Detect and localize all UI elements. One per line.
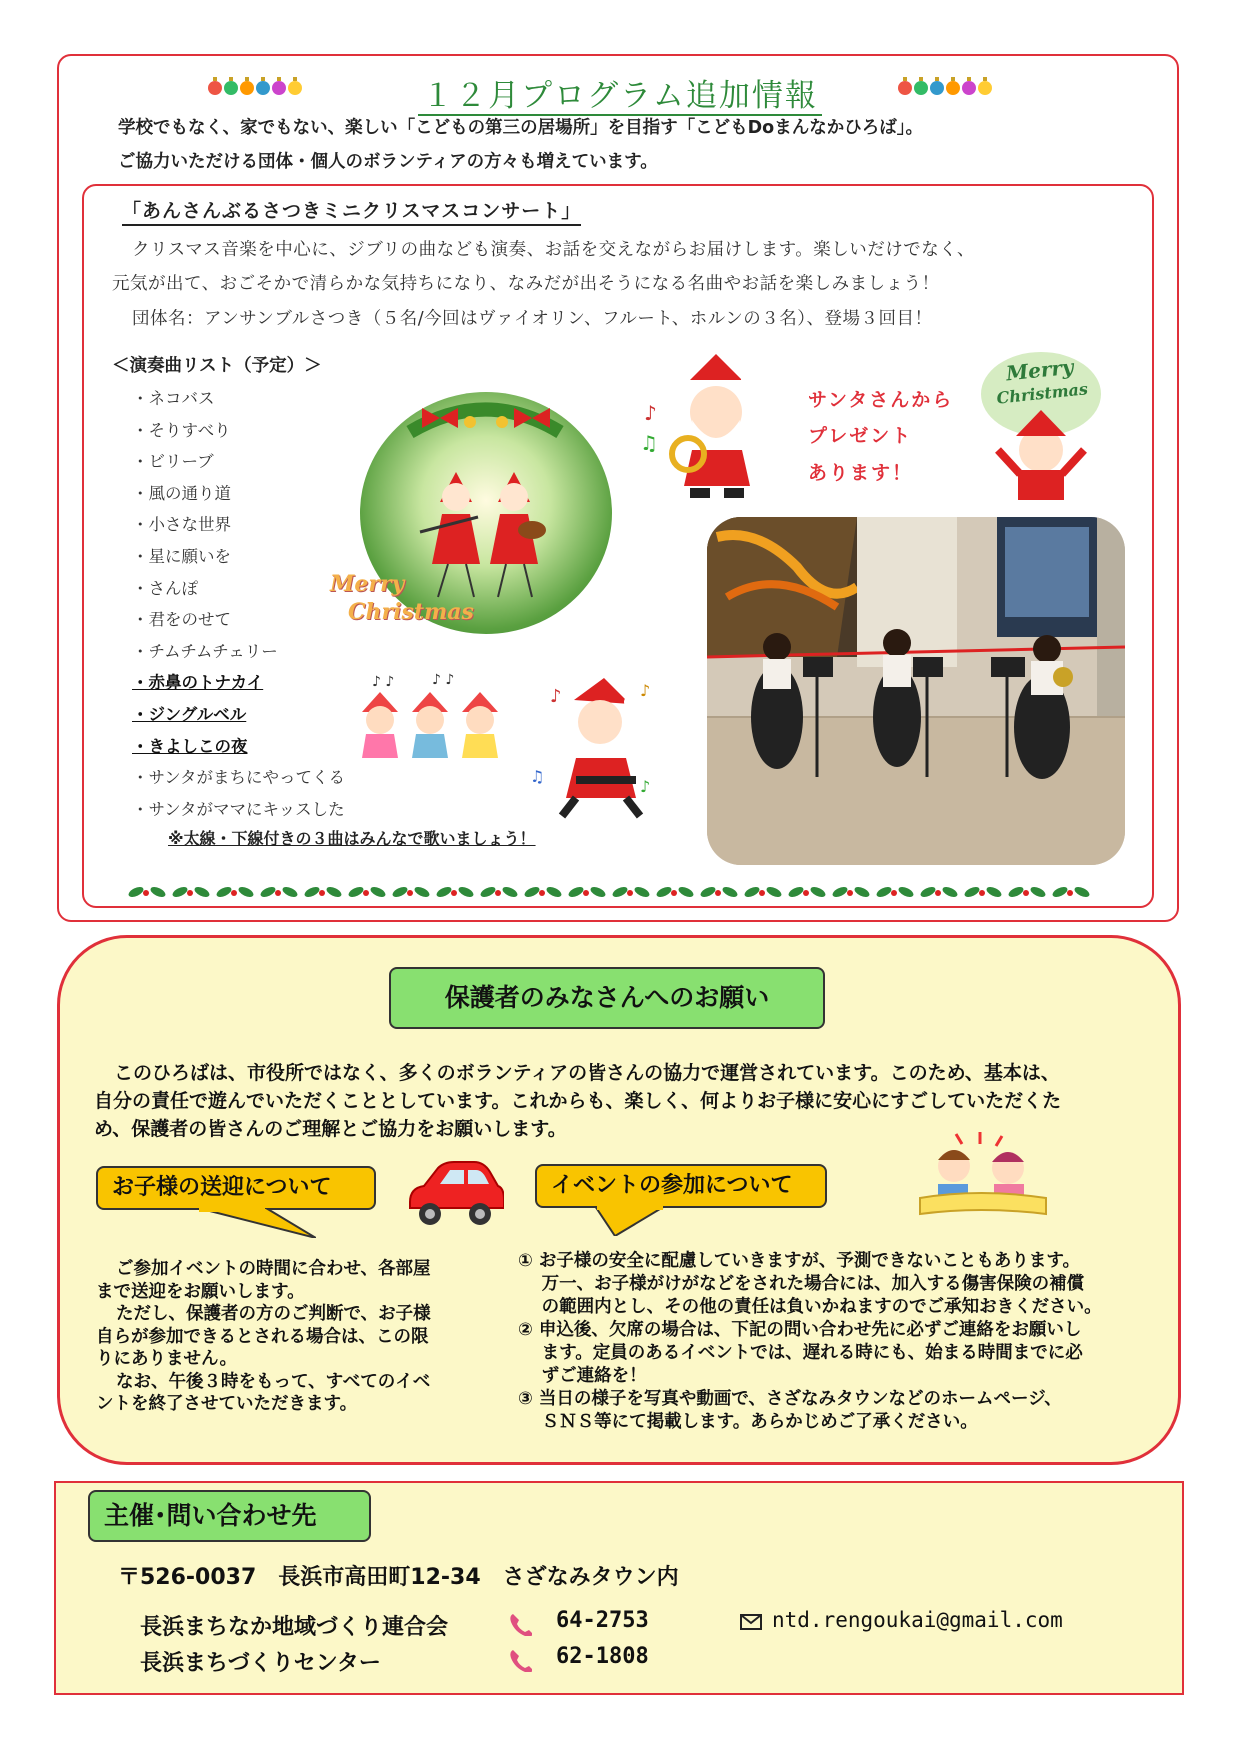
phone-icon: [508, 1648, 532, 1676]
contact-address: 〒526-0037 長浜市高田町12-34 さざなみタウン内: [118, 1565, 679, 1590]
song-item: ・さんぽ: [132, 578, 198, 598]
pickup-line: 自らが参加できるとされる場合は、この限: [96, 1326, 429, 1347]
request-para-3: め、保護者の皆さんのご理解とご協力をお願いします。: [94, 1118, 567, 1140]
svg-text:♫: ♫: [640, 431, 658, 455]
garland-icon: [128, 884, 1096, 898]
mail-icon: [740, 1614, 762, 1634]
merry-christmas-text: Merry Christmas: [330, 571, 474, 625]
phone-icon: [508, 1612, 532, 1640]
contact-tel-1[interactable]: 64-2753: [556, 1608, 649, 1633]
contact-tel-2[interactable]: 62-1808: [556, 1644, 649, 1669]
song-item: ・小さな世界: [132, 515, 231, 535]
event-callout: [535, 1164, 827, 1208]
pickup-heading: お子様の送迎について: [96, 1166, 376, 1210]
concert-desc-1: クリスマス音楽を中心に、ジブリの曲なども演奏、お話を交えながらお届けします。楽しいだけでなく、: [132, 240, 975, 260]
song-item: ・風の通り道: [132, 483, 231, 503]
song-item: ・赤鼻のトナカイ: [132, 673, 264, 693]
svg-text:♫: ♫: [530, 767, 545, 786]
song-item: ・チムチムチェリー: [132, 641, 278, 661]
concert-desc-2: 元気が出て、おごそかで清らかな気持ちになり、なみだが出そうになる名曲やお話を楽しみましょう！: [112, 274, 940, 294]
santa-text-2: プレゼント: [808, 425, 913, 447]
song-item: ・ビリーブ: [132, 452, 214, 472]
song-item: ・君をのせて: [132, 610, 231, 630]
concert-title: 「あんさんぶるさつきミニクリスマスコンサート」: [122, 196, 581, 226]
contact-heading: 主催･問い合わせ先: [88, 1490, 371, 1542]
song-item: ・サンタがまちにやってくる: [132, 768, 346, 788]
song-item: ・サンタがママにキッスした: [132, 799, 345, 819]
song-item: ・ネコバス: [132, 389, 215, 408]
pickup-line: りにありません。: [96, 1349, 238, 1369]
dancing-santa-icon: [530, 672, 670, 822]
event-line: 万一、お子様がけがなどをされた場合には、加入する傷害保険の補償: [518, 1274, 1085, 1294]
concert-photo: [707, 517, 1125, 865]
santa-text-3: あります！: [808, 462, 914, 484]
song-item: ・そりすべり: [132, 420, 231, 440]
pickup-line: まで送迎をお願いします。: [96, 1281, 305, 1302]
contact-org-1: 長浜まちなか地域づくり連合会: [140, 1615, 449, 1640]
concert-group: 団体名：アンサンブルさつき（５名/今回はヴァイオリン、フルート、ホルンの３名）、登場３回目！: [132, 309, 933, 329]
svg-text:♪ ♪: ♪ ♪: [372, 674, 395, 690]
event-line: ずご連絡を！: [518, 1366, 647, 1386]
svg-text:♪: ♪: [550, 686, 562, 707]
request-heading: 保護者のみなさんへのお願い: [389, 967, 825, 1029]
sing-along-note: ※太線・下線付きの３曲はみんなで歌いましょう！: [168, 829, 536, 848]
song-item: ・きよしこの夜: [132, 736, 248, 756]
song-item: ・ジングルベル: [132, 705, 247, 724]
intro-line-2: ご協力いただける団体・個人のボランティアの方々も増えています。: [118, 152, 658, 172]
event-line: ② 申込後、欠席の場合は、下記の問い合わせ先に必ずご連絡をお願いし: [518, 1320, 1082, 1340]
santa-text-1: サンタさんから: [808, 389, 954, 411]
svg-text:♪ ♪: ♪ ♪: [432, 672, 455, 688]
event-heading: イベントの参加について: [535, 1164, 827, 1208]
pickup-line: ただし、保護者の方のご判断で、お子様: [116, 1304, 431, 1324]
car-icon: [404, 1158, 504, 1230]
merry-christmas-badge: Merry Christmas: [995, 354, 1089, 408]
pickup-line: ご参加イベントの時間に合わせ、各部屋: [116, 1259, 431, 1279]
event-line: ます。定員のあるイベントでは、遅れる時にも、始まる時間までに必: [518, 1343, 1083, 1363]
pickup-callout: [96, 1166, 376, 1210]
intro-line-1: 学校でもなく、家でもない、楽しい「こどもの第三の居場所」を目指す「こどもDoまんなかひろば」。: [118, 118, 923, 138]
song-item: ・星に願いを: [132, 547, 231, 566]
program-title: １２月プログラム追加情報: [0, 70, 1240, 115]
contact-org-2: 長浜まちづくりセンター: [140, 1651, 381, 1676]
kids-reading-icon: [916, 1128, 1050, 1220]
singing-kids-icon: [352, 672, 512, 762]
svg-text:♪: ♪: [640, 777, 651, 796]
contact-email[interactable]: ntd.rengoukai@gmail.com: [772, 1608, 1063, 1632]
svg-text:♪: ♪: [644, 401, 657, 425]
request-para-1: このひろばは、市役所ではなく、多くのボランティアの皆さんの協力で運営されています。このため、基本は、: [114, 1062, 1060, 1084]
song-list-heading: ＜演奏曲リスト（予定）＞: [112, 356, 322, 376]
santa-horn-icon: [640, 350, 775, 500]
request-para-2: 自分の責任で遊んでいただくこととしています。これからも、楽しく、何よりお子様に安心にすごしていただくた: [94, 1090, 1062, 1112]
event-line: の範囲内とし、その他の責任は負いかねますのでご承知おきください。: [518, 1297, 1102, 1317]
pickup-line: ントを終了させていただきます。: [96, 1394, 358, 1414]
event-line: ① お子様の安全に配慮していきますが、予測できないこともあります。: [518, 1251, 1081, 1271]
event-line: ③ 当日の様子を写真や動画で、さざなみタウンなどのホームページ、: [518, 1389, 1062, 1409]
event-line: ＳＮＳ等にて掲載します。あらかじめご了承ください。: [518, 1412, 978, 1432]
pickup-line: なお、午後３時をもって、すべてのイベ: [116, 1371, 431, 1392]
svg-text:♪: ♪: [640, 681, 651, 700]
